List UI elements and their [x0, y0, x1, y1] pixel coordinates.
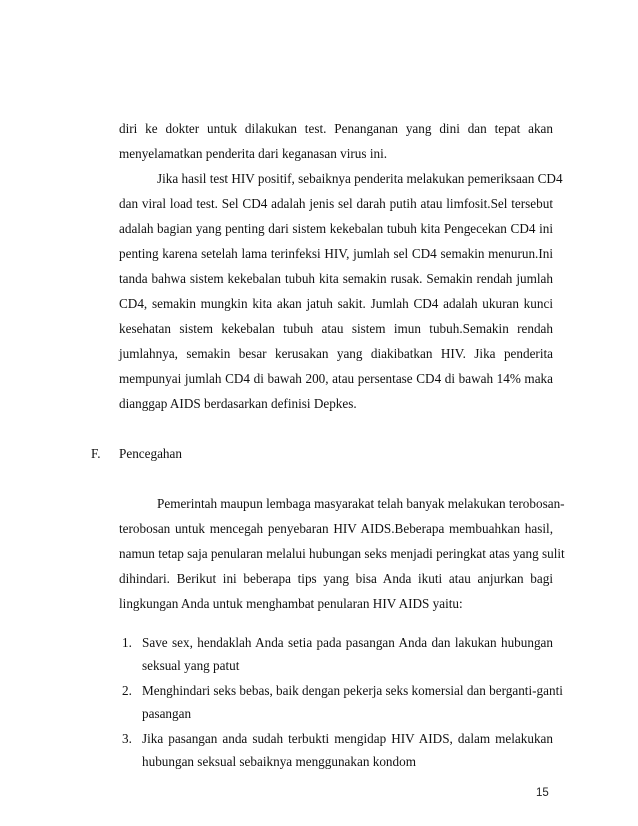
paragraph-line: lingkungan Anda untuk menghambat penularan HIV AIDS yaitu:	[119, 596, 463, 611]
paragraph-line: jumlahnya, semakin besar kerusakan yang diakibatkan HIV. Jika penderita	[119, 346, 553, 361]
section-title: Pencegahan	[119, 446, 182, 461]
paragraph-line: kesehatan sistem kekebalan tubuh atau sistem imun tubuh.Semakin rendah	[119, 321, 553, 336]
section-label: F.	[91, 446, 101, 461]
page-number: 15	[536, 787, 549, 799]
paragraph-line: Pemerintah maupun lembaga masyarakat telah banyak melakukan terobosan-	[157, 496, 565, 511]
list-item-line: Menghindari seks bebas, baik dengan pekerja seks komersial dan berganti-ganti	[142, 683, 563, 698]
paragraph-line: mempunyai jumlah CD4 di bawah 200, atau persentase CD4 di bawah 14% maka	[119, 371, 553, 386]
paragraph-line: tanda bahwa sistem kekebalan tubuh kita semakin rusak. Semakin rendah jumlah	[119, 271, 553, 286]
paragraph-line: Jika hasil test HIV positif, sebaiknya penderita melakukan pemeriksaan CD4	[157, 171, 563, 186]
paragraph-line: dan viral load test. Sel CD4 adalah jenis sel darah putih atau limfosit.Sel tersebut	[119, 196, 553, 211]
paragraph-line: adalah bagian yang penting dari sistem kekebalan tubuh kita Pengecekan CD4 ini	[119, 221, 553, 236]
paragraph-line: penting karena setelah lama terinfeksi HIV, jumlah sel CD4 semakin menurun.Ini	[119, 246, 553, 261]
list-item-line: seksual yang patut	[142, 658, 240, 673]
paragraph-line: dianggap AIDS berdasarkan definisi Depkes.	[119, 396, 357, 411]
list-item-line: Jika pasangan anda sudah terbukti mengidap HIV AIDS, dalam melakukan	[142, 731, 553, 746]
paragraph-line: dihindari. Berikut ini beberapa tips yang bisa Anda ikuti atau anjurkan bagi	[119, 571, 553, 586]
list-item-line: Save sex, hendaklah Anda setia pada pasangan Anda dan lakukan hubungan	[142, 635, 553, 650]
list-number: 1.	[122, 635, 132, 650]
list-number: 2.	[122, 683, 132, 698]
paragraph-line: CD4, semakin mungkin kita akan jatuh sakit. Jumlah CD4 adalah ukuran kunci	[119, 296, 553, 311]
paragraph-line: menyelamatkan penderita dari keganasan virus ini.	[119, 146, 388, 161]
list-item-line: pasangan	[142, 706, 192, 721]
paragraph-line: diri ke dokter untuk dilakukan test. Penanganan yang dini dan tepat akan	[119, 121, 553, 136]
list-number: 3.	[122, 731, 132, 746]
list-item-line: hubungan seksual sebaiknya menggunakan kondom	[142, 754, 416, 769]
paragraph-line: namun tetap saja penularan melalui hubungan seks menjadi peringkat atas yang sulit	[119, 546, 565, 561]
paragraph-line: terobosan untuk mencegah penyebaran HIV AIDS.Beberapa membuahkan hasil,	[119, 521, 553, 536]
